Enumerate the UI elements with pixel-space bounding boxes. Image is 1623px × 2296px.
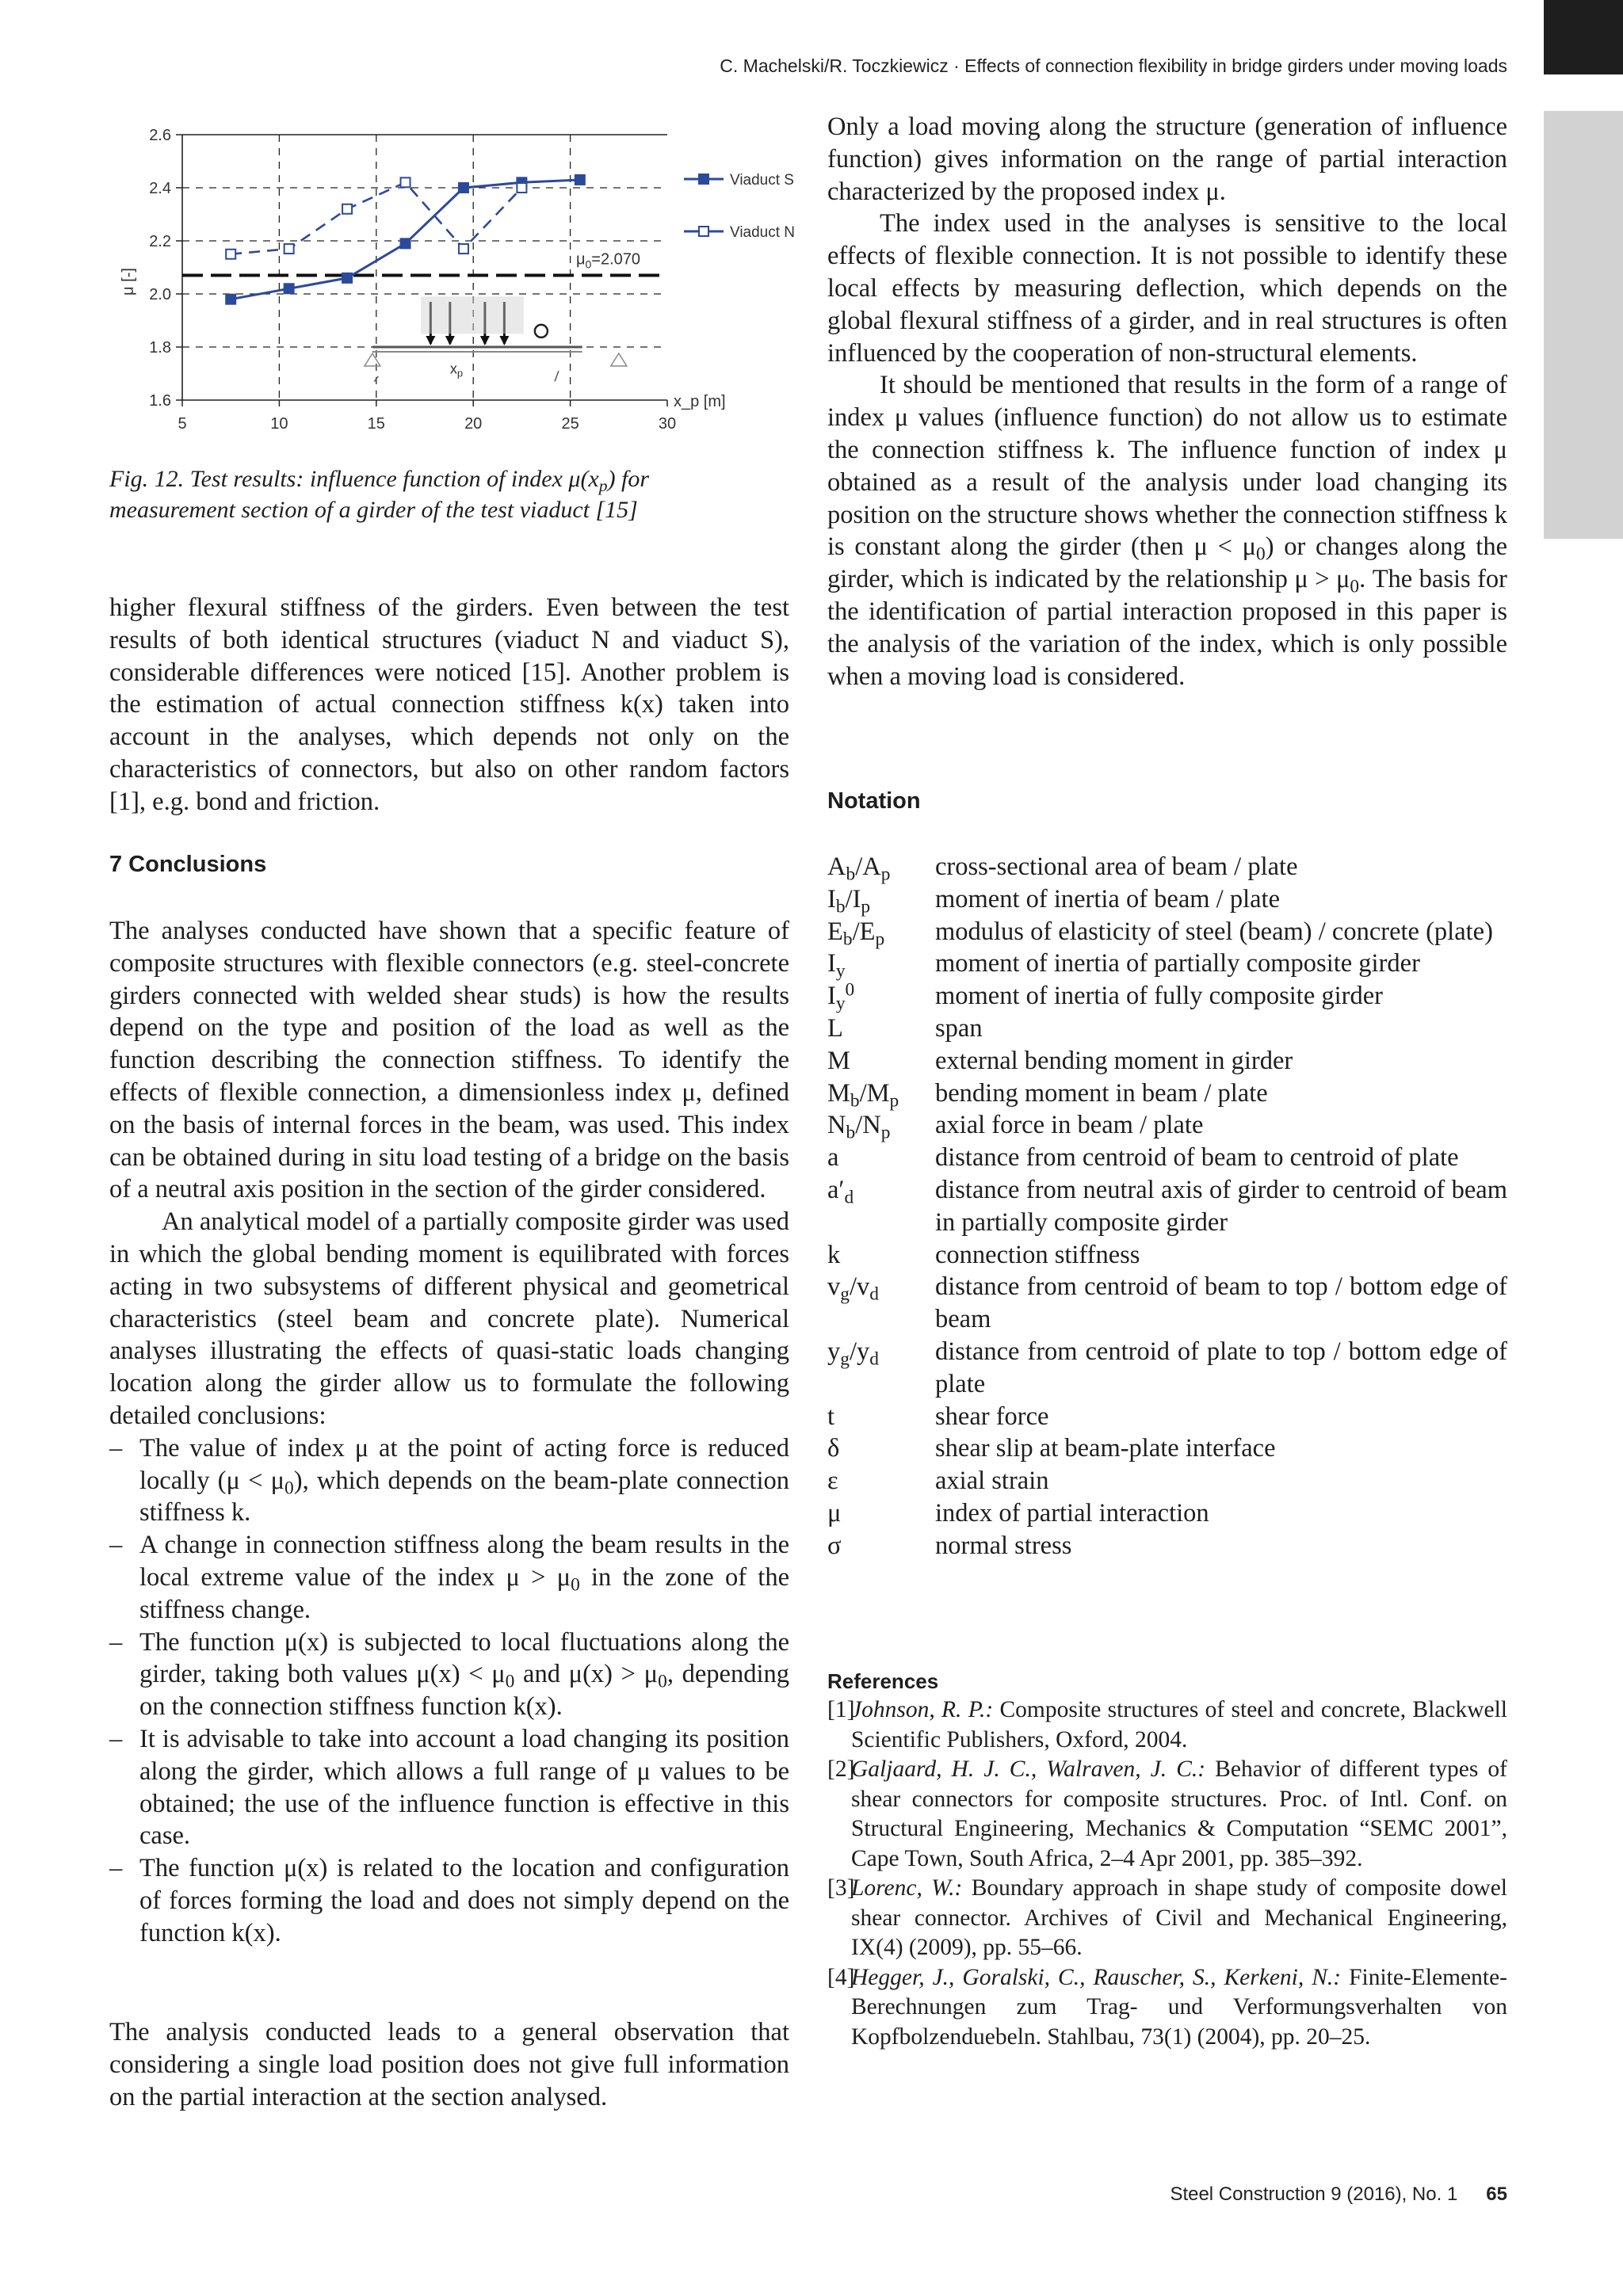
notation-symbol: $E_b/E_p$ (827, 917, 885, 950)
reference-item (827, 1874, 1507, 1963)
left-continued-paragraph: higher flexural stiffness of the girders. Even between the test results of both identical structures (viaduct N and viaduct S), considerable differences were noticed [15]. Another problem is the estimation of actual connection stiffness k(x) taken into account in the analyses, which depends not only on the characteristics of connectors, but also on other random factors [1], e.g. bond and friction. (109, 593, 789, 816)
right-paragraph-1: Only a load moving along the structure (generation of influence function) gives information on the range of partial interaction characterized by the proposed index μ. (827, 113, 1507, 206)
notation-description: distance from centroid of plate to top / bottom edge of plate (935, 1337, 1507, 1398)
notation-description: moment of inertia of partially composite girder (935, 949, 1420, 978)
inset-arrow-head (426, 336, 435, 345)
notation-description: moment of inertia of fully composite girder (935, 982, 1383, 1011)
page-number: 65 (1486, 2183, 1507, 2205)
notation-symbol: $I_y$ (827, 949, 846, 982)
notation-row (827, 883, 1507, 916)
notation-row (827, 1142, 1507, 1174)
notation-row (827, 1174, 1507, 1239)
notation-row (827, 851, 1507, 883)
reference-authors: Johnson, R. P.: (851, 1697, 994, 1722)
legend-label: Viaduct N (730, 224, 796, 241)
list-item: – A change in connection stiffness along the beam results in the local extreme value of the index $\mu > \mu_0$ in the zone of the stiffness change. (109, 1529, 789, 1626)
conclusions-paragraph-1: The analyses conducted have shown that a specific feature of composite structures with flexible connectors (e.g. steel-concrete girders connected with welded shear studs) is how the results depend on the type and position of the load as well as the function describing the connection stiffness. To identify the effects of flexible connection, a dimensionless index μ, defined on the basis of internal forces in the beam, was used. This index can be obtained during in situ load testing of a bridge on the basis of a neutral axis position in the section of the girder considered. (109, 917, 789, 1204)
notation-row (827, 1497, 1507, 1530)
notation-description: shear slip at beam-plate interface (935, 1434, 1276, 1463)
data-point (226, 250, 235, 259)
data-point (459, 183, 468, 193)
notation-symbol: σ (827, 1531, 842, 1560)
notation-symbol: M (827, 1046, 850, 1075)
y-tick-label: 1.6 (149, 392, 171, 410)
list-item: – The function μ(x) is related to the location and configuration of forces forming the load and does not simply depend on the function k(x). (109, 1852, 789, 1949)
figure-caption-a: Test results: influence function of index μ(x (189, 466, 599, 492)
conclusions-paragraph-3: The analysis conducted leads to a general observation that considering a single load position does not give full information on the partial interaction at the section analysed. (109, 2018, 789, 2111)
inset-arrow-head (480, 336, 490, 345)
reference-text: Johnson, R. P.: Composite structures of steel and concrete, Blackwell Scientific Publishers, Oxford, 2004. (851, 1697, 1507, 1753)
notation-symbol: $v_g/v_d$ (827, 1272, 879, 1305)
right-paragraph-2: The index used in the analyses is sensitive to the local effects of flexible connection. It is not possible to identify these local effects by measuring deflection, which depends on the global flexural stiffness of a girder, and in real structures is often influenced by the cooperation of non-structural elements. (827, 209, 1507, 368)
notation-description: normal stress (935, 1531, 1072, 1560)
y-axis-label: μ [-] (120, 268, 137, 296)
reference-number: [2] (827, 1756, 855, 1782)
reference-authors: Hegger, J., Goralski, C., Rauscher, S., Kerkeni, N.: (851, 1964, 1342, 1990)
legend-label: Viaduct S (730, 172, 794, 189)
reference-number: [1] (827, 1697, 855, 1722)
list-item: – It is advisable to take into account a load changing its position along the girder, which allows a full range of μ values to be obtained; the use of the influence function is effective in this case. (109, 1723, 789, 1852)
reference-authors: Galjaard, H. J. C., Walraven, J. C.: (851, 1756, 1206, 1782)
notation-description: axial force in beam / plate (935, 1111, 1204, 1140)
notation-description: connection stiffness (935, 1240, 1140, 1269)
notation-row (827, 1109, 1507, 1142)
data-point (517, 183, 526, 193)
data-point (285, 244, 294, 254)
y-tick-label: 2.0 (149, 286, 171, 303)
journal-info: Steel Construction 9 (2016), No. 1 (1170, 2183, 1458, 2205)
notation-description: shear force (935, 1402, 1049, 1431)
notation-symbol: L (827, 1013, 843, 1043)
list-item: – The function μ(x) is subjected to local fluctuations along the girder, taking both values $\mu(x) < \mu_0$ and $\mu(x) > \mu_0$, depending on the connection stiffness function k(x). (109, 1627, 789, 1723)
notation-symbol: $a'_d$ (827, 1175, 854, 1208)
notation-symbol: $A_b/A_p$ (827, 852, 891, 885)
notation-row (827, 916, 1507, 948)
notation-description: external bending moment in girder (935, 1046, 1293, 1075)
notation-description: span (935, 1013, 983, 1043)
notation-description: modulus of elasticity of steel (beam) / concrete (plate) (935, 917, 1493, 946)
y-tick-label: 2.4 (149, 180, 171, 197)
notation-symbol: k (827, 1240, 841, 1269)
inset-vehicle (421, 296, 524, 334)
notation-symbol: δ (827, 1434, 840, 1463)
legend-marker (699, 227, 708, 236)
inset-arrow-head (499, 336, 509, 345)
conclusions-paragraph-2: An analytical model of a partially composite girder was used in which the global bending moment is equilibrated with forces acting in two subsystems of different physical and geometrical characteristics (steel beam and concrete plate). Numerical analyses illustrating the effects of quasi-static loads changing location along the girder allow us to formulate the following detailed conclusions: (109, 1207, 789, 1430)
inset-arrow-head (445, 336, 455, 345)
notation-symbol: $N_b/N_p$ (827, 1111, 891, 1143)
inset-gauge (535, 325, 548, 338)
notation-symbol: $y_g/y_d$ (827, 1337, 879, 1370)
right-column-text (827, 111, 1507, 692)
data-point (401, 177, 411, 187)
figure-12-chart (109, 119, 799, 444)
data-point (285, 284, 294, 293)
data-point (342, 204, 352, 214)
figure-caption-sub: p (598, 476, 608, 496)
notation-symbol: $I_b/I_p$ (827, 884, 871, 917)
notation-symbol: $I_y^0$ (827, 979, 855, 1014)
notation-symbol: a (827, 1143, 839, 1173)
reference-item (827, 1695, 1507, 1755)
right-paragraph-3: It should be mentioned that results in the form of a range of index μ values (influence function) do not allow us to estimate the connection stiffness k. The influence function of index μ obtained as a result of the analysis under load changing its position on the structure shows whether the connection stiffness k is constant along the girder (then $\mu < \mu_0$) or changes along the girder, which is indicated by the relationship $\mu > \mu_0$. The basis for the identification of partial interaction proposed in this paper is the analysis of the variation of the index, which is only possible when a moving load is considered. (827, 371, 1507, 691)
x-tick-label: 10 (270, 415, 288, 433)
reference-authors: Lorenc, W.: (851, 1875, 963, 1901)
data-point (226, 295, 235, 304)
notation-row (827, 1401, 1507, 1433)
x-tick-label: 20 (464, 415, 483, 433)
notation-description: index of partial interaction (935, 1498, 1209, 1527)
notation-row (827, 1530, 1507, 1562)
notation-row (827, 980, 1507, 1013)
page-footer (1170, 2183, 1507, 2206)
notation-description: distance from neutral axis of girder to centroid of beam in partially composite girder (935, 1175, 1507, 1237)
x-tick-label: 5 (178, 415, 187, 433)
notation-description: bending moment in beam / plate (935, 1078, 1268, 1108)
notation-symbol: ε (827, 1466, 838, 1496)
notation-row (827, 948, 1507, 980)
data-point (342, 273, 352, 283)
data-point (575, 175, 585, 185)
notation-row (827, 1239, 1507, 1272)
reference-item (827, 1963, 1507, 2053)
figure-caption (109, 463, 751, 525)
page-tab-black (1544, 0, 1623, 74)
inset-support-left (365, 353, 380, 366)
x-tick-label: 15 (367, 415, 385, 433)
y-tick-label: 2.2 (149, 233, 171, 250)
notation-row (827, 1271, 1507, 1336)
data-point (459, 244, 468, 254)
figure-label: Fig. 12. (109, 466, 185, 492)
notation-symbol: μ (827, 1498, 842, 1527)
reference-text: Hegger, J., Goralski, C., Rauscher, S., Kerkeni, N.: Finite-Elemente-Berechnungen zum Trag- und Verformungsverhalten von Kopfbolzenduebeln. Stahlbau, 73(1) (2004), pp. 20–25. (851, 1964, 1507, 2050)
notation-row (827, 1045, 1507, 1077)
reference-text: Lorenc, W.: Boundary approach in shape study of composite dowel shear connector. Archives of Civil and Mechanical Engineering, IX(4) (2009), pp. 55–66. (851, 1875, 1507, 1960)
notation-row (827, 1013, 1507, 1045)
reference-line-label: $\mu_0=2.070$ (575, 250, 641, 271)
y-tick-label: 2.6 (149, 127, 171, 144)
notation-description: distance from centroid of beam to top / bottom edge of beam (935, 1272, 1507, 1334)
reference-number: [3] (827, 1875, 855, 1901)
data-point (401, 238, 411, 248)
notation-row (827, 1465, 1507, 1497)
x-tick-label: 25 (561, 415, 579, 433)
figure-caption-b: ) for measurement section of a girder of the test viaduct [15] (109, 466, 650, 523)
notation-description: moment of inertia of beam / plate (935, 884, 1280, 913)
reference-item (827, 1755, 1507, 1874)
list-item: – The value of index μ at the point of acting force is reduced locally $(\mu < \mu_0)$, which depends on the beam-plate connection stiffness k. (109, 1432, 789, 1529)
inset-dim-tick (555, 371, 559, 381)
references-heading: References (827, 1669, 939, 1693)
x-tick-label: 30 (658, 415, 677, 433)
notation-description: distance from centroid of beam to centroid of plate (935, 1143, 1459, 1173)
inset-support-right (611, 353, 627, 366)
x-axis-label: x_p [m] (674, 393, 726, 410)
conclusions-body (109, 915, 789, 1950)
notation-row (827, 1432, 1507, 1465)
section-heading-conclusions: 7 Conclusions (109, 852, 267, 877)
notation-heading: Notation (827, 788, 921, 814)
notation-description: axial strain (935, 1466, 1049, 1496)
notation-symbol: t (827, 1402, 835, 1431)
notation-description: cross-sectional area of beam / plate (935, 852, 1298, 881)
legend-marker (699, 174, 708, 184)
inset-label: $x_p$ (449, 360, 464, 379)
reference-number: [4] (827, 1964, 855, 1990)
y-tick-label: 1.8 (149, 339, 171, 357)
notation-row (827, 1336, 1507, 1401)
running-header: C. Machelski/R. Toczkiewicz · Effects of connection flexibility in bridge girders under moving loads (720, 55, 1507, 76)
reference-text: Galjaard, H. J. C., Walraven, J. C.: Behavior of different types of shear connectors for composite structures. Proc. of Intl. Conf. on Structural Engineering, Mechanics & Computation “SEMC 2001”, Cape Town, South Africa, 2–4 Apr 2001, pp. 385–392. (851, 1756, 1507, 1871)
notation-symbol: $M_b/M_p$ (827, 1078, 899, 1112)
notation-row (827, 1077, 1507, 1110)
page-tab-gray (1544, 111, 1623, 539)
notation-list (827, 851, 1507, 1562)
references-list (827, 1695, 1507, 2052)
conclusions-list (109, 1432, 789, 1950)
